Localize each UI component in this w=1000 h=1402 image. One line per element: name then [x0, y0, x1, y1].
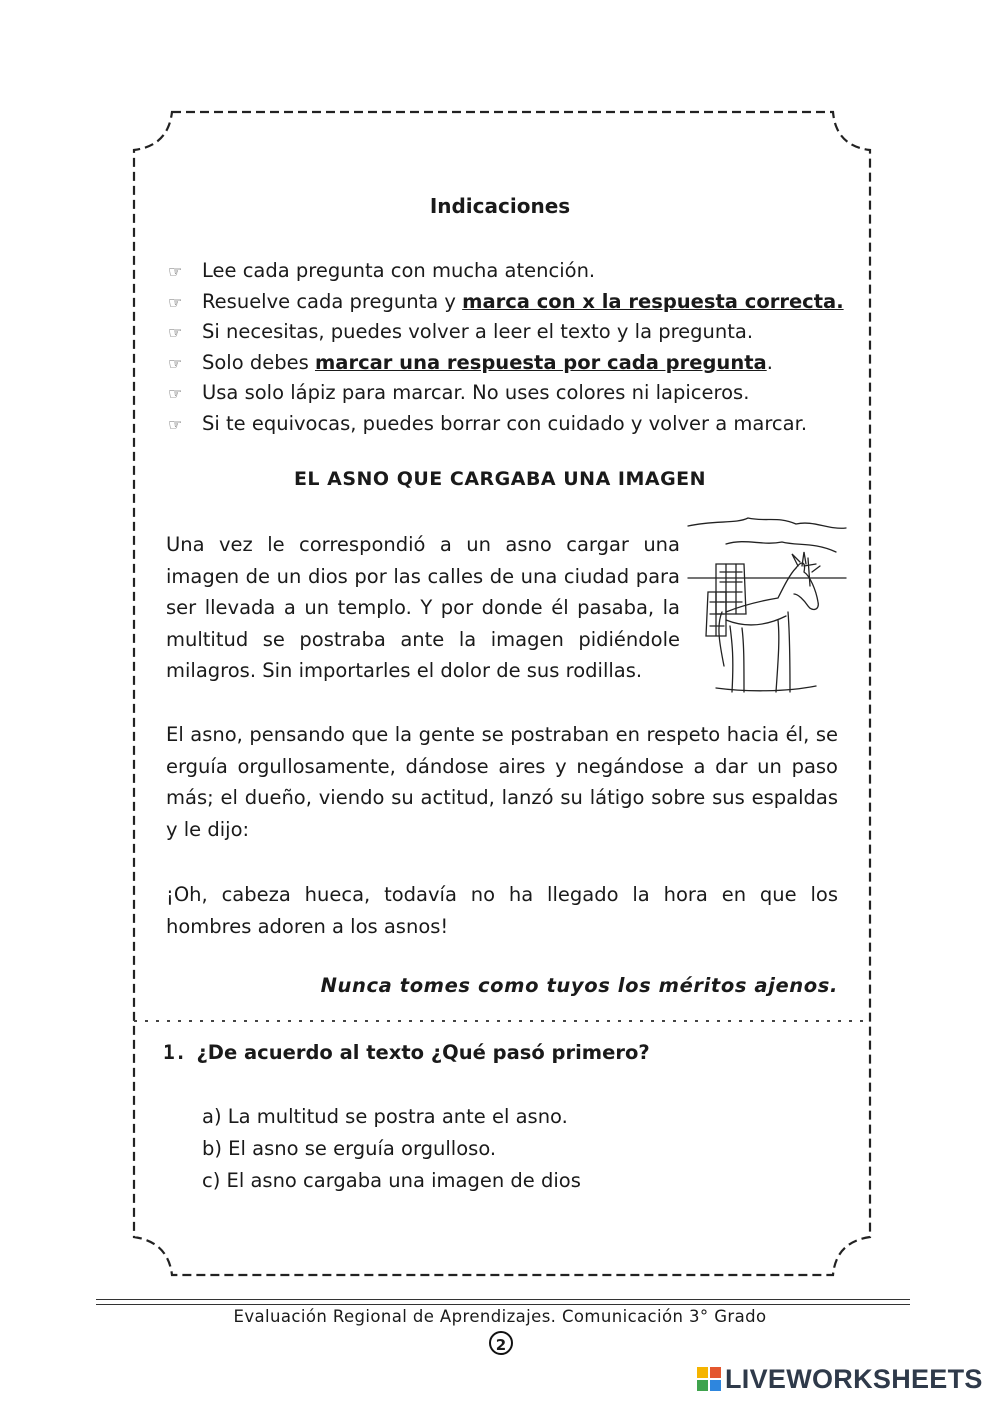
answer-option-b[interactable]: b) El asno se erguía orgulloso.: [202, 1137, 497, 1160]
indication-item: ☞ Lee cada pregunta con mucha atención.: [168, 256, 844, 287]
story-paragraph-3: ¡Oh, cabeza hueca, todavía no ha llegado la hora en que los hombres adoren a los asnos!: [166, 883, 838, 938]
indication-item: ☞ Si te equivocas, puedes borrar con cuidado y volver a marcar.: [168, 409, 844, 440]
indication-item: ☞ Resuelve cada pregunta y marca con x la respuesta correcta.: [168, 287, 844, 318]
footer-rule: [96, 1304, 910, 1305]
question-1: [163, 1041, 650, 1064]
indication-item: ☞ Si necesitas, puedes volver a leer el texto y la pregunta.: [168, 317, 844, 348]
story-title: EL ASNO QUE CARGABA UNA IMAGEN: [293, 468, 707, 490]
story-paragraph-2: El asno, pensando que la gente se postraban en respeto hacia él, se erguía orgullosamente, dándose aires y negándose a dar un paso más; el dueño, viendo su actitud, lanzó su látigo sobre sus espaldas y le dijo:: [166, 723, 838, 841]
question-text: ¿De acuerdo al texto ¿Qué pasó primero?: [196, 1041, 650, 1064]
pointing-hand-icon: ☞: [168, 414, 183, 434]
donkey-illustration: [686, 516, 854, 696]
answer-option-a[interactable]: a) La multitud se postra ante el asno.: [202, 1105, 568, 1128]
pointing-hand-icon: ☞: [168, 323, 183, 343]
liveworksheets-logo-icon: [697, 1367, 721, 1391]
indications-list: [168, 256, 844, 440]
indication-item: ☞ Solo debes marcar una respuesta por cada pregunta.: [168, 348, 844, 379]
footer-rule: [96, 1299, 910, 1300]
pointing-hand-icon: ☞: [168, 384, 183, 404]
story-paragraph-1: Una vez le correspondió a un asno cargar una imagen de un dios por las calles de una ciudad para ser llevada a un templo. Y por donde él pasaba, la multitud se postraba ante la imagen pidiéndole milagros. Sin importarles el dolor de sus rodillas.: [166, 533, 680, 682]
answer-option-c[interactable]: c) El asno cargaba una imagen de dios: [202, 1169, 581, 1192]
story-moral: Nunca tomes como tuyos los méritos ajenos.: [320, 974, 838, 997]
indications-title: Indicaciones: [429, 194, 571, 218]
liveworksheets-brand[interactable]: [697, 1364, 983, 1394]
pointing-hand-icon: ☞: [168, 292, 183, 312]
question-number: 1.: [163, 1041, 187, 1064]
pointing-hand-icon: ☞: [168, 262, 183, 281]
answer-options: [202, 1101, 581, 1197]
indication-item: ☞ Usa solo lápiz para marcar. No uses colores ni lapiceros.: [168, 378, 844, 409]
brand-name: LIVEWORKSHEETS: [725, 1363, 983, 1394]
pointing-hand-icon: ☞: [168, 353, 183, 373]
page-number: 2: [489, 1331, 513, 1355]
footer-text: Evaluación Regional de Aprendizajes. Comunicación 3° Grado: [233, 1307, 767, 1326]
